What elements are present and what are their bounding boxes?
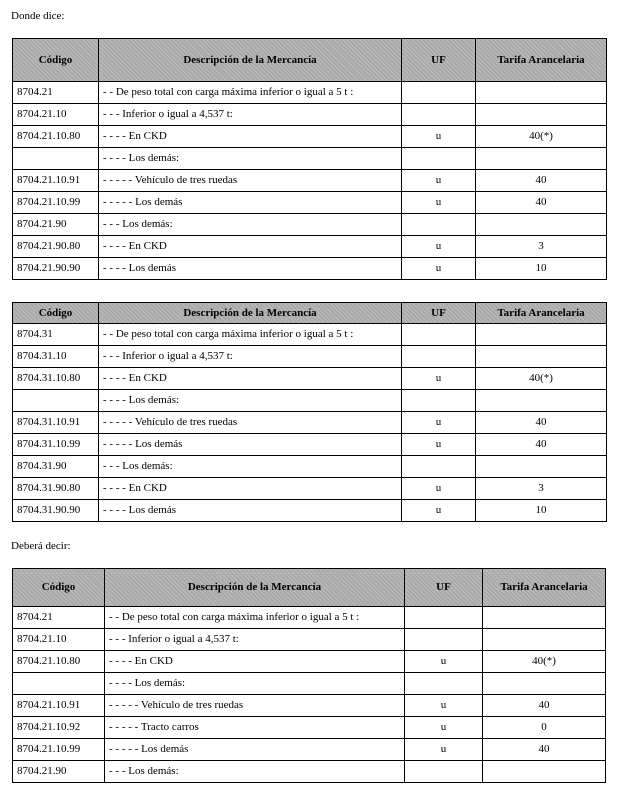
header-descripcion: Descripción de la Mercancía [99,303,402,324]
cell-codigo: 8704.31.10.91 [13,412,99,434]
cell-tarifa [476,456,607,478]
table-row [13,126,607,148]
cell-uf: u [405,717,483,739]
intro-debera-decir: Deberá decir: [11,540,71,552]
cell-tarifa [483,673,606,695]
cell-tarifa: 40(*) [483,651,606,673]
cell-tarifa [476,324,607,346]
cell-codigo: 8704.31.90.80 [13,478,99,500]
cell-codigo: 8704.21 [13,607,105,629]
cell-codigo: 8704.21.10.99 [13,192,99,214]
cell-uf: u [402,126,476,148]
cell-descripcion: - - - - - Vehículo de tres ruedas [105,695,405,717]
cell-codigo: 8704.21.10 [13,629,105,651]
table-row [13,214,607,236]
cell-codigo: 8704.21.90 [13,761,105,783]
intro-donde-dice: Donde dice: [11,10,65,22]
cell-uf: u [402,192,476,214]
cell-uf: u [402,500,476,522]
cell-uf [402,456,476,478]
cell-codigo: 8704.31.10.80 [13,368,99,390]
table-row [13,104,607,126]
table-row [13,673,606,695]
cell-uf [402,390,476,412]
tariff-table-corrected [12,568,606,783]
header-tarifa: Tarifa Arancelaria [483,569,606,607]
cell-codigo: 8704.21.90.90 [13,258,99,280]
header-uf: UF [402,303,476,324]
table-row [13,258,607,280]
table-row [13,761,606,783]
table-row [13,390,607,412]
cell-descripcion: - - - - En CKD [99,368,402,390]
cell-codigo: 8704.21.10 [13,104,99,126]
header-tarifa: Tarifa Arancelaria [476,303,607,324]
cell-uf: u [402,434,476,456]
cell-tarifa [476,148,607,170]
cell-codigo: 8704.21.10.80 [13,126,99,148]
cell-tarifa: 40(*) [476,368,607,390]
cell-descripcion: - - - - Los demás: [105,673,405,695]
cell-descripcion: - - - Inferior o igual a 4,537 t: [99,346,402,368]
table-row [13,368,607,390]
cell-tarifa [476,82,607,104]
cell-descripcion: - - - Los demás: [99,214,402,236]
cell-descripcion: - - De peso total con carga máxima inferior o igual a 5 t : [105,607,405,629]
cell-tarifa [476,214,607,236]
table-header-row [13,39,607,82]
cell-codigo: 8704.21.10.92 [13,717,105,739]
cell-descripcion: - - De peso total con carga máxima inferior o igual a 5 t : [99,82,402,104]
table-row [13,717,606,739]
header-tarifa: Tarifa Arancelaria [476,39,607,82]
cell-tarifa [483,629,606,651]
cell-uf [405,607,483,629]
table-row [13,346,607,368]
cell-uf [402,346,476,368]
cell-descripcion: - - - - - Vehículo de tres ruedas [99,412,402,434]
table-row [13,651,606,673]
cell-tarifa: 40 [483,739,606,761]
header-descripcion: Descripción de la Mercancía [99,39,402,82]
header-codigo: Código [13,569,105,607]
cell-tarifa: 40 [483,695,606,717]
table-header-row [13,569,606,607]
cell-tarifa: 40 [476,170,607,192]
cell-descripcion: - - - Inferior o igual a 4,537 t: [99,104,402,126]
cell-tarifa: 10 [476,500,607,522]
cell-uf: u [402,412,476,434]
table-row [13,478,607,500]
table-row [13,324,607,346]
cell-tarifa [476,104,607,126]
table-row [13,412,607,434]
cell-descripcion: - - - - - Vehículo de tres ruedas [99,170,402,192]
header-codigo: Código [13,39,99,82]
header-descripcion: Descripción de la Mercancía [105,569,405,607]
cell-uf: u [402,368,476,390]
cell-tarifa [476,390,607,412]
cell-tarifa [483,761,606,783]
cell-codigo: 8704.21.10.91 [13,695,105,717]
cell-codigo: 8704.31.10.99 [13,434,99,456]
table-row [13,148,607,170]
cell-uf [402,324,476,346]
cell-codigo: 8704.31 [13,324,99,346]
cell-codigo: 8704.21.10.80 [13,651,105,673]
cell-codigo: 8704.31.90.90 [13,500,99,522]
cell-uf [402,148,476,170]
cell-tarifa: 0 [483,717,606,739]
table-row [13,170,607,192]
cell-uf [405,629,483,651]
table-row [13,456,607,478]
table-row [13,82,607,104]
cell-uf: u [402,236,476,258]
table-row [13,739,606,761]
table-row [13,434,607,456]
cell-descripcion: - - De peso total con carga máxima inferior o igual a 5 t : [99,324,402,346]
cell-tarifa [483,607,606,629]
cell-uf [402,82,476,104]
cell-codigo: 8704.31.90 [13,456,99,478]
table-row [13,192,607,214]
cell-tarifa: 40 [476,412,607,434]
cell-descripcion: - - - Inferior o igual a 4,537 t: [105,629,405,651]
table-row [13,695,606,717]
cell-codigo: 8704.21.10.99 [13,739,105,761]
tariff-table-original-1 [12,38,607,280]
tariff-table-original-2 [12,302,607,522]
table-row [13,500,607,522]
cell-codigo [13,390,99,412]
table-header-row [13,303,607,324]
header-uf: UF [405,569,483,607]
cell-uf [405,673,483,695]
cell-descripcion: - - - - - Los demás [99,434,402,456]
cell-descripcion: - - - Los demás: [99,456,402,478]
table-row [13,236,607,258]
cell-descripcion: - - - - Los demás [99,258,402,280]
cell-codigo [13,148,99,170]
cell-descripcion: - - - - - Tracto carros [105,717,405,739]
header-codigo: Código [13,303,99,324]
cell-descripcion: - - - - Los demás: [99,148,402,170]
cell-uf: u [402,478,476,500]
cell-codigo: 8704.21.90 [13,214,99,236]
cell-codigo: 8704.21.90.80 [13,236,99,258]
cell-descripcion: - - - - En CKD [99,478,402,500]
cell-tarifa: 3 [476,236,607,258]
cell-descripcion: - - - - En CKD [99,126,402,148]
table-row [13,607,606,629]
cell-tarifa: 10 [476,258,607,280]
cell-uf [402,104,476,126]
table-row [13,629,606,651]
cell-uf: u [402,170,476,192]
cell-tarifa: 40 [476,434,607,456]
cell-descripcion: - - - - - Los demás [99,192,402,214]
cell-codigo: 8704.21.10.91 [13,170,99,192]
cell-codigo [13,673,105,695]
cell-codigo: 8704.31.10 [13,346,99,368]
cell-uf: u [402,258,476,280]
cell-codigo: 8704.21 [13,82,99,104]
cell-uf: u [405,739,483,761]
cell-uf [402,214,476,236]
cell-descripcion: - - - - - Los demás [105,739,405,761]
cell-uf [405,761,483,783]
cell-tarifa [476,346,607,368]
cell-descripcion: - - - - En CKD [99,236,402,258]
cell-descripcion: - - - - Los demás: [99,390,402,412]
cell-descripcion: - - - - En CKD [105,651,405,673]
header-uf: UF [402,39,476,82]
cell-tarifa: 40(*) [476,126,607,148]
cell-tarifa: 3 [476,478,607,500]
cell-uf: u [405,651,483,673]
cell-tarifa: 40 [476,192,607,214]
cell-uf: u [405,695,483,717]
cell-descripcion: - - - Los demás: [105,761,405,783]
cell-descripcion: - - - - Los demás [99,500,402,522]
